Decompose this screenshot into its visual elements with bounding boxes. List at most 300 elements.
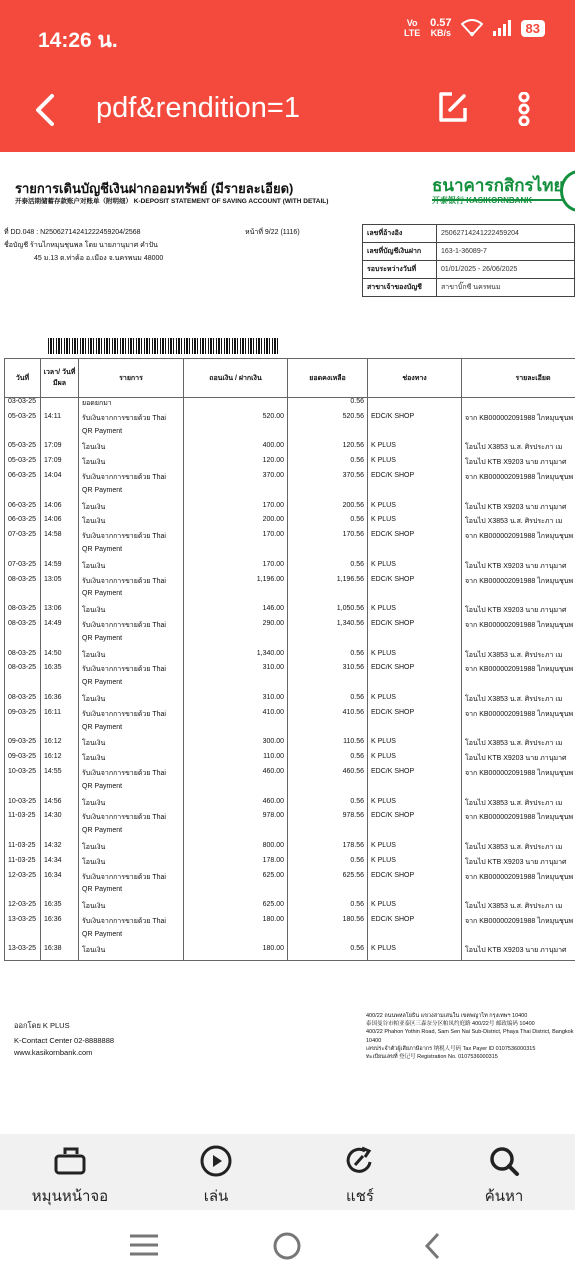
account-address: 45 ม.13 ต.ท่าค้อ อ.เมือง จ.นครพนม 48000 (34, 255, 164, 262)
cell-description: โอนเงิน (79, 945, 184, 960)
cell-description: QR Payment (79, 724, 184, 739)
table-row (5, 487, 575, 502)
cell-amount: 460.00 (184, 768, 288, 783)
cell-description: โอนเงิน (79, 650, 184, 665)
info-value: สาขาบิ๊กซี นครพนม (437, 279, 575, 297)
info-value: 01/01/2025 - 26/06/2025 (437, 261, 575, 279)
cell-time: 14:32 (41, 842, 79, 857)
cell-description: QR Payment (79, 886, 184, 901)
cell-date: 09-03-25 (5, 709, 41, 724)
home-icon[interactable] (272, 1232, 302, 1262)
cell-date: 07-03-25 (5, 561, 41, 576)
cell-amount: 520.00 (184, 413, 288, 428)
cell-balance (288, 679, 368, 694)
cell-time: 17:09 (41, 457, 79, 472)
cell-time: 14:06 (41, 502, 79, 517)
search-icon (487, 1144, 521, 1178)
cell-channel: K PLUS (368, 442, 462, 457)
cell-details: จาก KB000002091988 ไกหมุนชุนพ (462, 620, 575, 635)
table-row (5, 872, 575, 887)
cell-amount: 310.00 (184, 694, 288, 709)
table-row (5, 442, 575, 457)
play-label: เล่น (203, 1187, 229, 1205)
cell-description: โอนเงิน (79, 753, 184, 768)
cell-date: 03-03-25 (5, 398, 41, 413)
cell-date: 13-03-25 (5, 916, 41, 931)
cell-balance: 0.56 (288, 901, 368, 916)
cell-details (462, 783, 575, 798)
cell-details: โอนไป X3853 น.ส. ศิรประภา เม (462, 442, 575, 457)
cell-description: รับเงินจากการขายด้วย Thai (79, 413, 184, 428)
cell-time: 16:36 (41, 694, 79, 709)
cell-amount: 120.00 (184, 457, 288, 472)
cell-details: จาก KB000002091988 ไกหมุนชุนพ (462, 812, 575, 827)
address-line: ทะเบียนเลขที่ 登记号 Registration No. 0107536000315 (366, 1054, 498, 1061)
cell-channel (368, 931, 462, 946)
cell-channel: K PLUS (368, 694, 462, 709)
address-line: เลขประจำตัวผู้เสียภาษีอากร 纳税人号码 Tax Payer ID 0107536000315 (366, 1045, 536, 1052)
col-channel: ช่องทาง (368, 359, 462, 398)
table-row (5, 457, 575, 472)
cell-amount: 180.00 (184, 916, 288, 931)
cell-amount: 170.00 (184, 531, 288, 546)
cell-date: 08-03-25 (5, 664, 41, 679)
cell-amount: 460.00 (184, 798, 288, 813)
cell-details (462, 724, 575, 739)
cell-description: รับเงินจากการขายด้วย Thai (79, 916, 184, 931)
col-date: วันที่ (5, 359, 41, 398)
cell-balance: 0.56 (288, 945, 368, 960)
col-time: เวลา/ วันที่มีผล (41, 359, 79, 398)
cell-details (462, 827, 575, 842)
cell-balance (288, 428, 368, 443)
table-row (5, 516, 575, 531)
statement-title: รายการเดินบัญชีเงินฝากออมทรัพย์ (มีรายละเอียด) (15, 181, 294, 196)
cell-amount (184, 931, 288, 946)
cell-amount: 370.00 (184, 472, 288, 487)
website-link: www.kasikornbank.com (14, 1048, 93, 1057)
table-row (5, 650, 575, 665)
cell-date: 05-03-25 (5, 413, 41, 428)
cell-time: 16:36 (41, 916, 79, 931)
cell-details: โอนไป KTB X9203 นาย ภานุมาศ (462, 605, 575, 620)
info-label: เลขที่บัญชีเงินฝาก (363, 243, 437, 261)
cell-details (462, 546, 575, 561)
cell-balance: 1,340.56 (288, 620, 368, 635)
table-row (5, 753, 575, 768)
cell-channel: EDC/K SHOP (368, 709, 462, 724)
table-row (5, 620, 575, 635)
rotate-screen-label: หมุนหน้าจอ (31, 1187, 109, 1205)
back-icon[interactable] (422, 1232, 444, 1260)
cell-balance (288, 827, 368, 842)
cell-details: โอนไป X3853 น.ส. ศิรประภา เม (462, 650, 575, 665)
cell-amount (184, 724, 288, 739)
bank-logo-thai: ธนาคารกสิกรไทย (432, 172, 563, 201)
cell-balance: 625.56 (288, 872, 368, 887)
cell-date: 10-03-25 (5, 798, 41, 813)
cell-details: โอนไป KTB X9203 นาย ภานุมาศ (462, 502, 575, 517)
cell-time: 14:04 (41, 472, 79, 487)
cell-balance: 0.56 (288, 457, 368, 472)
cell-time: 16:11 (41, 709, 79, 724)
cell-details (462, 590, 575, 605)
table-row (5, 931, 575, 946)
cell-time: 16:35 (41, 901, 79, 916)
cell-date: 06-03-25 (5, 502, 41, 517)
cell-details (462, 398, 575, 413)
cell-channel: EDC/K SHOP (368, 872, 462, 887)
cell-time (41, 487, 79, 502)
bottom-action-bar (0, 1134, 575, 1210)
cell-description: รับเงินจากการขายด้วย Thai (79, 472, 184, 487)
cell-date (5, 886, 41, 901)
col-details: รายละเอียด (462, 359, 575, 398)
cell-amount: 178.00 (184, 857, 288, 872)
cell-details (462, 886, 575, 901)
cell-balance (288, 783, 368, 798)
table-row (5, 827, 575, 842)
cell-amount: 1,196.00 (184, 576, 288, 591)
page-number: หน้าที่ 9/22 (1116) (245, 229, 300, 236)
cell-date (5, 827, 41, 842)
cell-balance: 0.56 (288, 561, 368, 576)
table-row (5, 605, 575, 620)
col-description: รายการ (79, 359, 184, 398)
recent-apps-icon[interactable] (128, 1232, 160, 1258)
cell-balance: 178.56 (288, 842, 368, 857)
table-row (5, 709, 575, 724)
barcode (48, 338, 280, 354)
battery-level: 83 (521, 20, 545, 37)
cell-details: โอนไป X3853 น.ส. ศิรประภา เม (462, 842, 575, 857)
cell-date: 07-03-25 (5, 531, 41, 546)
cell-amount: 625.00 (184, 901, 288, 916)
status-time: 14:26 น. (38, 29, 118, 52)
table-row (5, 531, 575, 546)
system-nav-bar (0, 1210, 575, 1280)
cell-channel (368, 428, 462, 443)
play-icon (199, 1144, 233, 1178)
cell-time (41, 428, 79, 443)
cell-channel: EDC/K SHOP (368, 812, 462, 827)
cell-channel: EDC/K SHOP (368, 576, 462, 591)
cell-channel: K PLUS (368, 457, 462, 472)
table-row (5, 916, 575, 931)
table-row (5, 798, 575, 813)
bank-address (366, 1012, 575, 1061)
share-icon (343, 1144, 377, 1178)
cell-channel (368, 724, 462, 739)
cell-description: รับเงินจากการขายด้วย Thai (79, 768, 184, 783)
cell-details (462, 635, 575, 650)
cell-description: โอนเงิน (79, 442, 184, 457)
cell-amount: 400.00 (184, 442, 288, 457)
cell-channel: EDC/K SHOP (368, 916, 462, 931)
info-value: 163-1-36089-7 (437, 243, 575, 261)
cell-time: 14:59 (41, 561, 79, 576)
table-row (5, 664, 575, 679)
document-title: pdf&rendition=1 (96, 92, 300, 124)
cell-channel: K PLUS (368, 650, 462, 665)
cell-time: 14:34 (41, 857, 79, 872)
cell-details: จาก KB000002091988 ไกหมุนชุนพ (462, 472, 575, 487)
cell-balance (288, 487, 368, 502)
cell-description: โอนเงิน (79, 857, 184, 872)
cell-description: โอนเงิน (79, 842, 184, 857)
table-row (5, 472, 575, 487)
cell-description: QR Payment (79, 783, 184, 798)
cell-amount (184, 635, 288, 650)
cell-balance (288, 886, 368, 901)
cell-date: 06-03-25 (5, 516, 41, 531)
table-header (5, 359, 575, 398)
cell-date (5, 428, 41, 443)
cell-details: โอนไป KTB X9203 นาย ภานุมาศ (462, 753, 575, 768)
cell-description: รับเงินจากการขายด้วย Thai (79, 709, 184, 724)
cell-time: 14:56 (41, 798, 79, 813)
cell-time: 16:34 (41, 872, 79, 887)
cell-details: โอนไป KTB X9203 นาย ภานุมาศ (462, 945, 575, 960)
cell-channel: K PLUS (368, 605, 462, 620)
address-line: 400/22 ถนนพหลโยธิน แขวงสามเสนใน เขตพญาไท กรุงเทพฯ 10400 (366, 1013, 528, 1019)
cell-time (41, 931, 79, 946)
cell-date: 09-03-25 (5, 753, 41, 768)
cell-balance: 1,196.56 (288, 576, 368, 591)
cell-description: รับเงินจากการขายด้วย Thai (79, 664, 184, 679)
cell-balance: 520.56 (288, 413, 368, 428)
cell-channel: EDC/K SHOP (368, 472, 462, 487)
cell-amount: 310.00 (184, 664, 288, 679)
cell-balance: 978.56 (288, 812, 368, 827)
cell-balance: 110.56 (288, 738, 368, 753)
cell-description: QR Payment (79, 428, 184, 443)
cell-amount (184, 590, 288, 605)
cell-date: 12-03-25 (5, 901, 41, 916)
cell-balance (288, 546, 368, 561)
pdf-page[interactable] (0, 152, 575, 1134)
cell-details: โอนไป X3853 น.ส. ศิรประภา เม (462, 738, 575, 753)
cell-description: โอนเงิน (79, 738, 184, 753)
cell-description: ยอดยกมา (79, 398, 184, 413)
cell-amount: 180.00 (184, 945, 288, 960)
cell-balance: 0.56 (288, 516, 368, 531)
network-speed (430, 18, 451, 38)
share-button[interactable] (330, 1144, 390, 1208)
cell-description: โอนเงิน (79, 798, 184, 813)
cell-amount: 300.00 (184, 738, 288, 753)
table-row (5, 783, 575, 798)
cell-balance: 410.56 (288, 709, 368, 724)
cell-time: 16:12 (41, 753, 79, 768)
cell-channel: EDC/K SHOP (368, 531, 462, 546)
app-header (0, 0, 575, 152)
cell-date: 11-03-25 (5, 857, 41, 872)
cell-date: 13-03-25 (5, 945, 41, 960)
cell-date (5, 783, 41, 798)
table-row (5, 428, 575, 443)
table-row (5, 413, 575, 428)
cell-time: 17:09 (41, 442, 79, 457)
table-row (5, 546, 575, 561)
cell-details: โอนไป KTB X9203 นาย ภานุมาศ (462, 857, 575, 872)
cell-amount: 170.00 (184, 561, 288, 576)
cell-balance: 0.56 (288, 857, 368, 872)
network-speed-value: 0.57 (430, 17, 452, 29)
cell-amount: 410.00 (184, 709, 288, 724)
cell-date (5, 724, 41, 739)
col-balance: ยอดคงเหลือ (288, 359, 368, 398)
table-row (5, 694, 575, 709)
cell-amount: 800.00 (184, 842, 288, 857)
cell-time (41, 783, 79, 798)
cell-description: QR Payment (79, 590, 184, 605)
cell-details: โอนไป X3853 น.ส. ศิรประภา เม (462, 694, 575, 709)
play-button[interactable] (186, 1144, 246, 1208)
cell-balance: 180.56 (288, 916, 368, 931)
table-row (5, 901, 575, 916)
cell-channel (368, 783, 462, 798)
cell-channel (368, 487, 462, 502)
address-line: 泰国曼谷市帕亚泰区三森奈分区帕凤约庭路 400/22号 邮政编码 10400 (366, 1021, 535, 1028)
cell-time: 16:38 (41, 945, 79, 960)
cell-amount: 290.00 (184, 620, 288, 635)
cell-time (41, 590, 79, 605)
cell-channel (368, 679, 462, 694)
cell-balance: 120.56 (288, 442, 368, 457)
rotate-screen-button[interactable] (28, 1144, 112, 1208)
table-row (5, 576, 575, 591)
edit-icon[interactable] (436, 90, 470, 124)
cell-date (5, 635, 41, 650)
cell-channel: K PLUS (368, 798, 462, 813)
cell-description: รับเงินจากการขายด้วย Thai (79, 872, 184, 887)
cell-amount (184, 398, 288, 413)
cell-balance (288, 635, 368, 650)
table-row (5, 635, 575, 650)
cell-description: QR Payment (79, 827, 184, 842)
cell-description: QR Payment (79, 679, 184, 694)
cell-amount (184, 886, 288, 901)
cell-time: 13:06 (41, 605, 79, 620)
table-row (5, 886, 575, 901)
cell-amount: 625.00 (184, 872, 288, 887)
cell-time: 14:58 (41, 531, 79, 546)
cell-time (41, 827, 79, 842)
cell-date (5, 931, 41, 946)
info-label: รอบระหว่างวันที่ (363, 261, 437, 279)
table-row (5, 398, 575, 413)
signal-icon (492, 20, 512, 36)
cell-date: 08-03-25 (5, 576, 41, 591)
cell-channel: K PLUS (368, 857, 462, 872)
cell-amount (184, 546, 288, 561)
cell-date (5, 546, 41, 561)
account-info-table (362, 224, 575, 297)
cell-channel: EDC/K SHOP (368, 768, 462, 783)
cell-date: 12-03-25 (5, 872, 41, 887)
cell-channel (368, 546, 462, 561)
back-arrow-icon[interactable] (30, 90, 62, 130)
cell-details: จาก KB000002091988 ไกหมุนชุนพ (462, 916, 575, 931)
cell-channel (368, 827, 462, 842)
cell-balance (288, 724, 368, 739)
cell-time (41, 724, 79, 739)
cell-date: 08-03-25 (5, 620, 41, 635)
cell-channel (368, 398, 462, 413)
cell-details: โอนไป X3853 น.ส. ศิรประภา เม (462, 901, 575, 916)
cell-date: 05-03-25 (5, 457, 41, 472)
cell-time: 16:35 (41, 664, 79, 679)
cell-balance: 0.56 (288, 694, 368, 709)
wifi-icon (461, 19, 483, 37)
cell-channel: EDC/K SHOP (368, 620, 462, 635)
cell-date: 05-03-25 (5, 442, 41, 457)
cell-balance: 200.56 (288, 502, 368, 517)
table-row (5, 842, 575, 857)
cell-amount: 200.00 (184, 516, 288, 531)
cell-channel: K PLUS (368, 842, 462, 857)
issued-by: ออกโดย K PLUS (14, 1021, 70, 1030)
cell-channel: K PLUS (368, 561, 462, 576)
statement-subtitle: 开泰活期储蓄存款账户对账单（附明细） K-DEPOSIT STATEMENT OF SAVING ACCOUNT (WITH DETAIL) (15, 198, 329, 205)
cell-amount (184, 428, 288, 443)
more-vertical-icon[interactable] (513, 92, 535, 126)
cell-balance: 0.56 (288, 650, 368, 665)
cell-date (5, 590, 41, 605)
cell-balance: 170.56 (288, 531, 368, 546)
cell-channel (368, 635, 462, 650)
cell-time: 16:12 (41, 738, 79, 753)
cell-description: QR Payment (79, 546, 184, 561)
cell-date: 08-03-25 (5, 650, 41, 665)
share-label: แชร์ (346, 1187, 374, 1205)
cell-channel: K PLUS (368, 901, 462, 916)
search-button[interactable] (474, 1144, 534, 1208)
cell-details: โอนไป X3853 น.ส. ศิรประภา เม (462, 516, 575, 531)
cell-description: รับเงินจากการขายด้วย Thai (79, 620, 184, 635)
cell-date: 11-03-25 (5, 812, 41, 827)
cell-amount: 1,340.00 (184, 650, 288, 665)
cell-description: QR Payment (79, 487, 184, 502)
table-row (5, 857, 575, 872)
cell-date: 09-03-25 (5, 738, 41, 753)
cell-time (41, 398, 79, 413)
cell-date: 08-03-25 (5, 694, 41, 709)
cell-time (41, 546, 79, 561)
cell-date: 08-03-25 (5, 605, 41, 620)
table-row (5, 768, 575, 783)
cell-balance: 460.56 (288, 768, 368, 783)
col-amount: ถอนเงิน / ฝากเงิน (184, 359, 288, 398)
cell-time: 13:05 (41, 576, 79, 591)
cell-time: 14:55 (41, 768, 79, 783)
cell-channel: K PLUS (368, 516, 462, 531)
cell-amount: 146.00 (184, 605, 288, 620)
table-row (5, 679, 575, 694)
cell-details (462, 428, 575, 443)
cell-amount: 110.00 (184, 753, 288, 768)
statement-table (4, 358, 575, 961)
cell-details: จาก KB000002091988 ไกหมุนชุนพ (462, 709, 575, 724)
info-label: เลขที่อ้างอิง (363, 225, 437, 243)
search-label: ค้นหา (484, 1187, 524, 1205)
cell-details: จาก KB000002091988 ไกหมุนชุนพ (462, 664, 575, 679)
cell-amount: 978.00 (184, 812, 288, 827)
cell-date: 11-03-25 (5, 842, 41, 857)
cell-description: โอนเงิน (79, 901, 184, 916)
cell-channel: K PLUS (368, 738, 462, 753)
